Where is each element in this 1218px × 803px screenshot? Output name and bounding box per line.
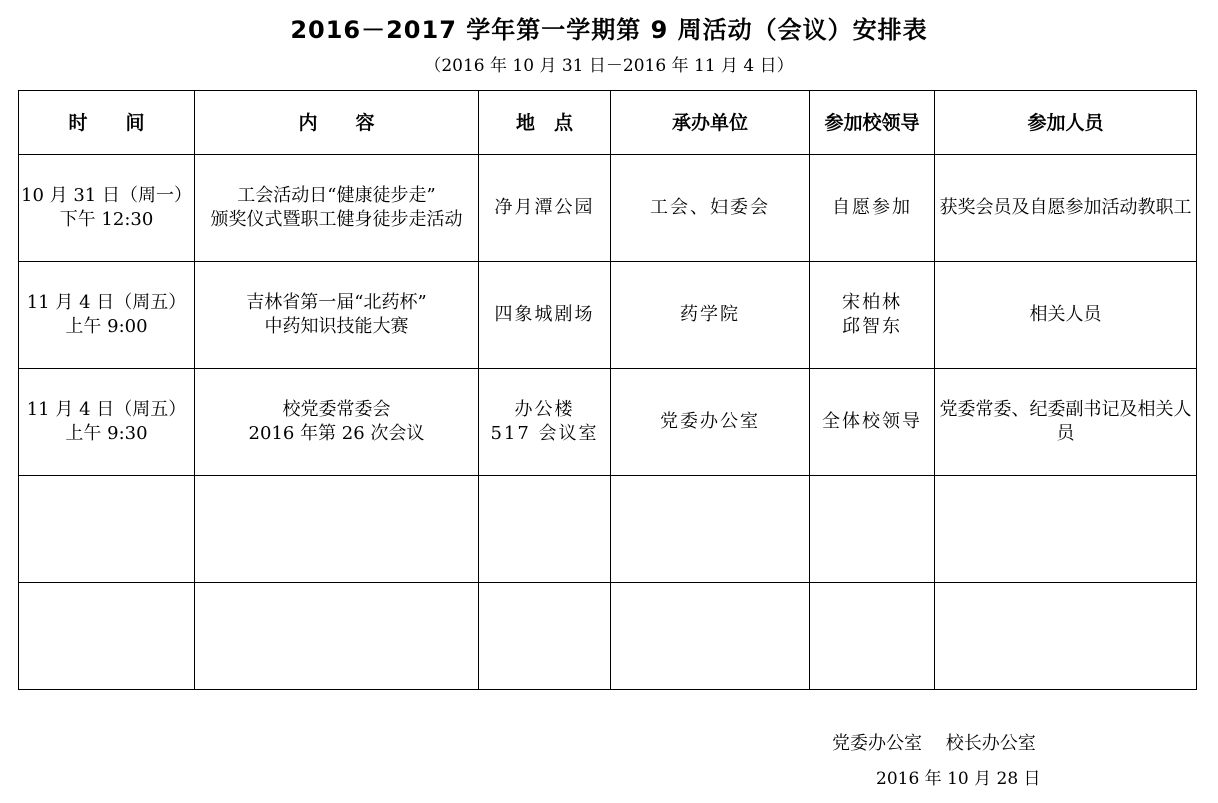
empty-cell (810, 476, 935, 583)
table-row (19, 262, 1197, 369)
empty-cell (479, 583, 611, 690)
content-line: 颁奖仪式暨职工健身徒步走活动 (210, 209, 463, 230)
time-hour: 上午 9:00 (65, 316, 148, 337)
empty-row (19, 583, 1197, 690)
header-place: 地 点 (479, 91, 611, 155)
table-row (19, 155, 1197, 262)
schedule-table (18, 90, 1197, 690)
content-line: 中药知识技能大赛 (264, 316, 409, 337)
place-line: 517 会议室 (490, 423, 599, 444)
time-date: 10 月 31 日（周一） (21, 185, 192, 206)
time-hour: 下午 12:30 (59, 209, 154, 230)
cell-time (19, 262, 195, 369)
date-range-subtitle: （2016 年 10 月 31 日－2016 年 11 月 4 日） (424, 56, 794, 76)
cell-place (479, 155, 611, 262)
document-title: 2016－2017 学年第一学期第 9 周活动（会议）安排表 (290, 16, 928, 44)
cell-content (195, 369, 479, 476)
cell-leaders (810, 262, 935, 369)
empty-row (19, 476, 1197, 583)
empty-cell (611, 476, 810, 583)
content-line: 2016 年第 26 次会议 (248, 423, 425, 444)
table-row (19, 369, 1197, 476)
cell-participants: 相关人员 (935, 262, 1197, 369)
cell-organizer: 工会、妇委会 (611, 155, 810, 262)
header-content: 内 容 (195, 91, 479, 155)
cell-time (19, 155, 195, 262)
time-hour: 上午 9:30 (65, 423, 148, 444)
time-date: 11 月 4 日（周五） (26, 292, 187, 313)
cell-participants: 党委常委、纪委副书记及相关人员 (935, 369, 1197, 476)
empty-cell (19, 583, 195, 690)
issuing-offices: 党委办公室 校长办公室 (832, 733, 1036, 754)
issue-date: 2016 年 10 月 28 日 (876, 769, 1041, 789)
empty-cell (935, 476, 1197, 583)
leader-line: 邱智东 (842, 316, 902, 337)
cell-organizer: 党委办公室 (611, 369, 810, 476)
cell-content (195, 262, 479, 369)
empty-cell (935, 583, 1197, 690)
header-organizer: 承办单位 (611, 91, 810, 155)
header-row (19, 91, 1197, 155)
content-line: 工会活动日“健康徒步走” (237, 185, 436, 206)
empty-cell (611, 583, 810, 690)
place-line: 净月潭公园 (494, 197, 595, 218)
empty-cell (19, 476, 195, 583)
empty-cell (479, 476, 611, 583)
header-participants: 参加人员 (935, 91, 1197, 155)
cell-organizer: 药学院 (611, 262, 810, 369)
cell-place (479, 369, 611, 476)
leader-line: 宋柏林 (842, 292, 902, 313)
time-date: 11 月 4 日（周五） (26, 399, 187, 420)
cell-time (19, 369, 195, 476)
cell-leaders (810, 369, 935, 476)
header-time: 时 间 (19, 91, 195, 155)
cell-place (479, 262, 611, 369)
content-line: 吉林省第一届“北药杯” (246, 292, 427, 313)
content-line: 校党委常委会 (282, 399, 391, 420)
place-line: 办公楼 (514, 399, 575, 420)
cell-leaders (810, 155, 935, 262)
empty-cell (195, 583, 479, 690)
empty-cell (810, 583, 935, 690)
cell-participants: 获奖会员及自愿参加活动教职工 (935, 155, 1197, 262)
leader-line: 自愿参加 (832, 197, 912, 218)
place-line: 四象城剧场 (494, 304, 595, 325)
empty-cell (195, 476, 479, 583)
leader-line: 全体校领导 (822, 411, 922, 432)
header-leaders: 参加校领导 (810, 91, 935, 155)
cell-content (195, 155, 479, 262)
